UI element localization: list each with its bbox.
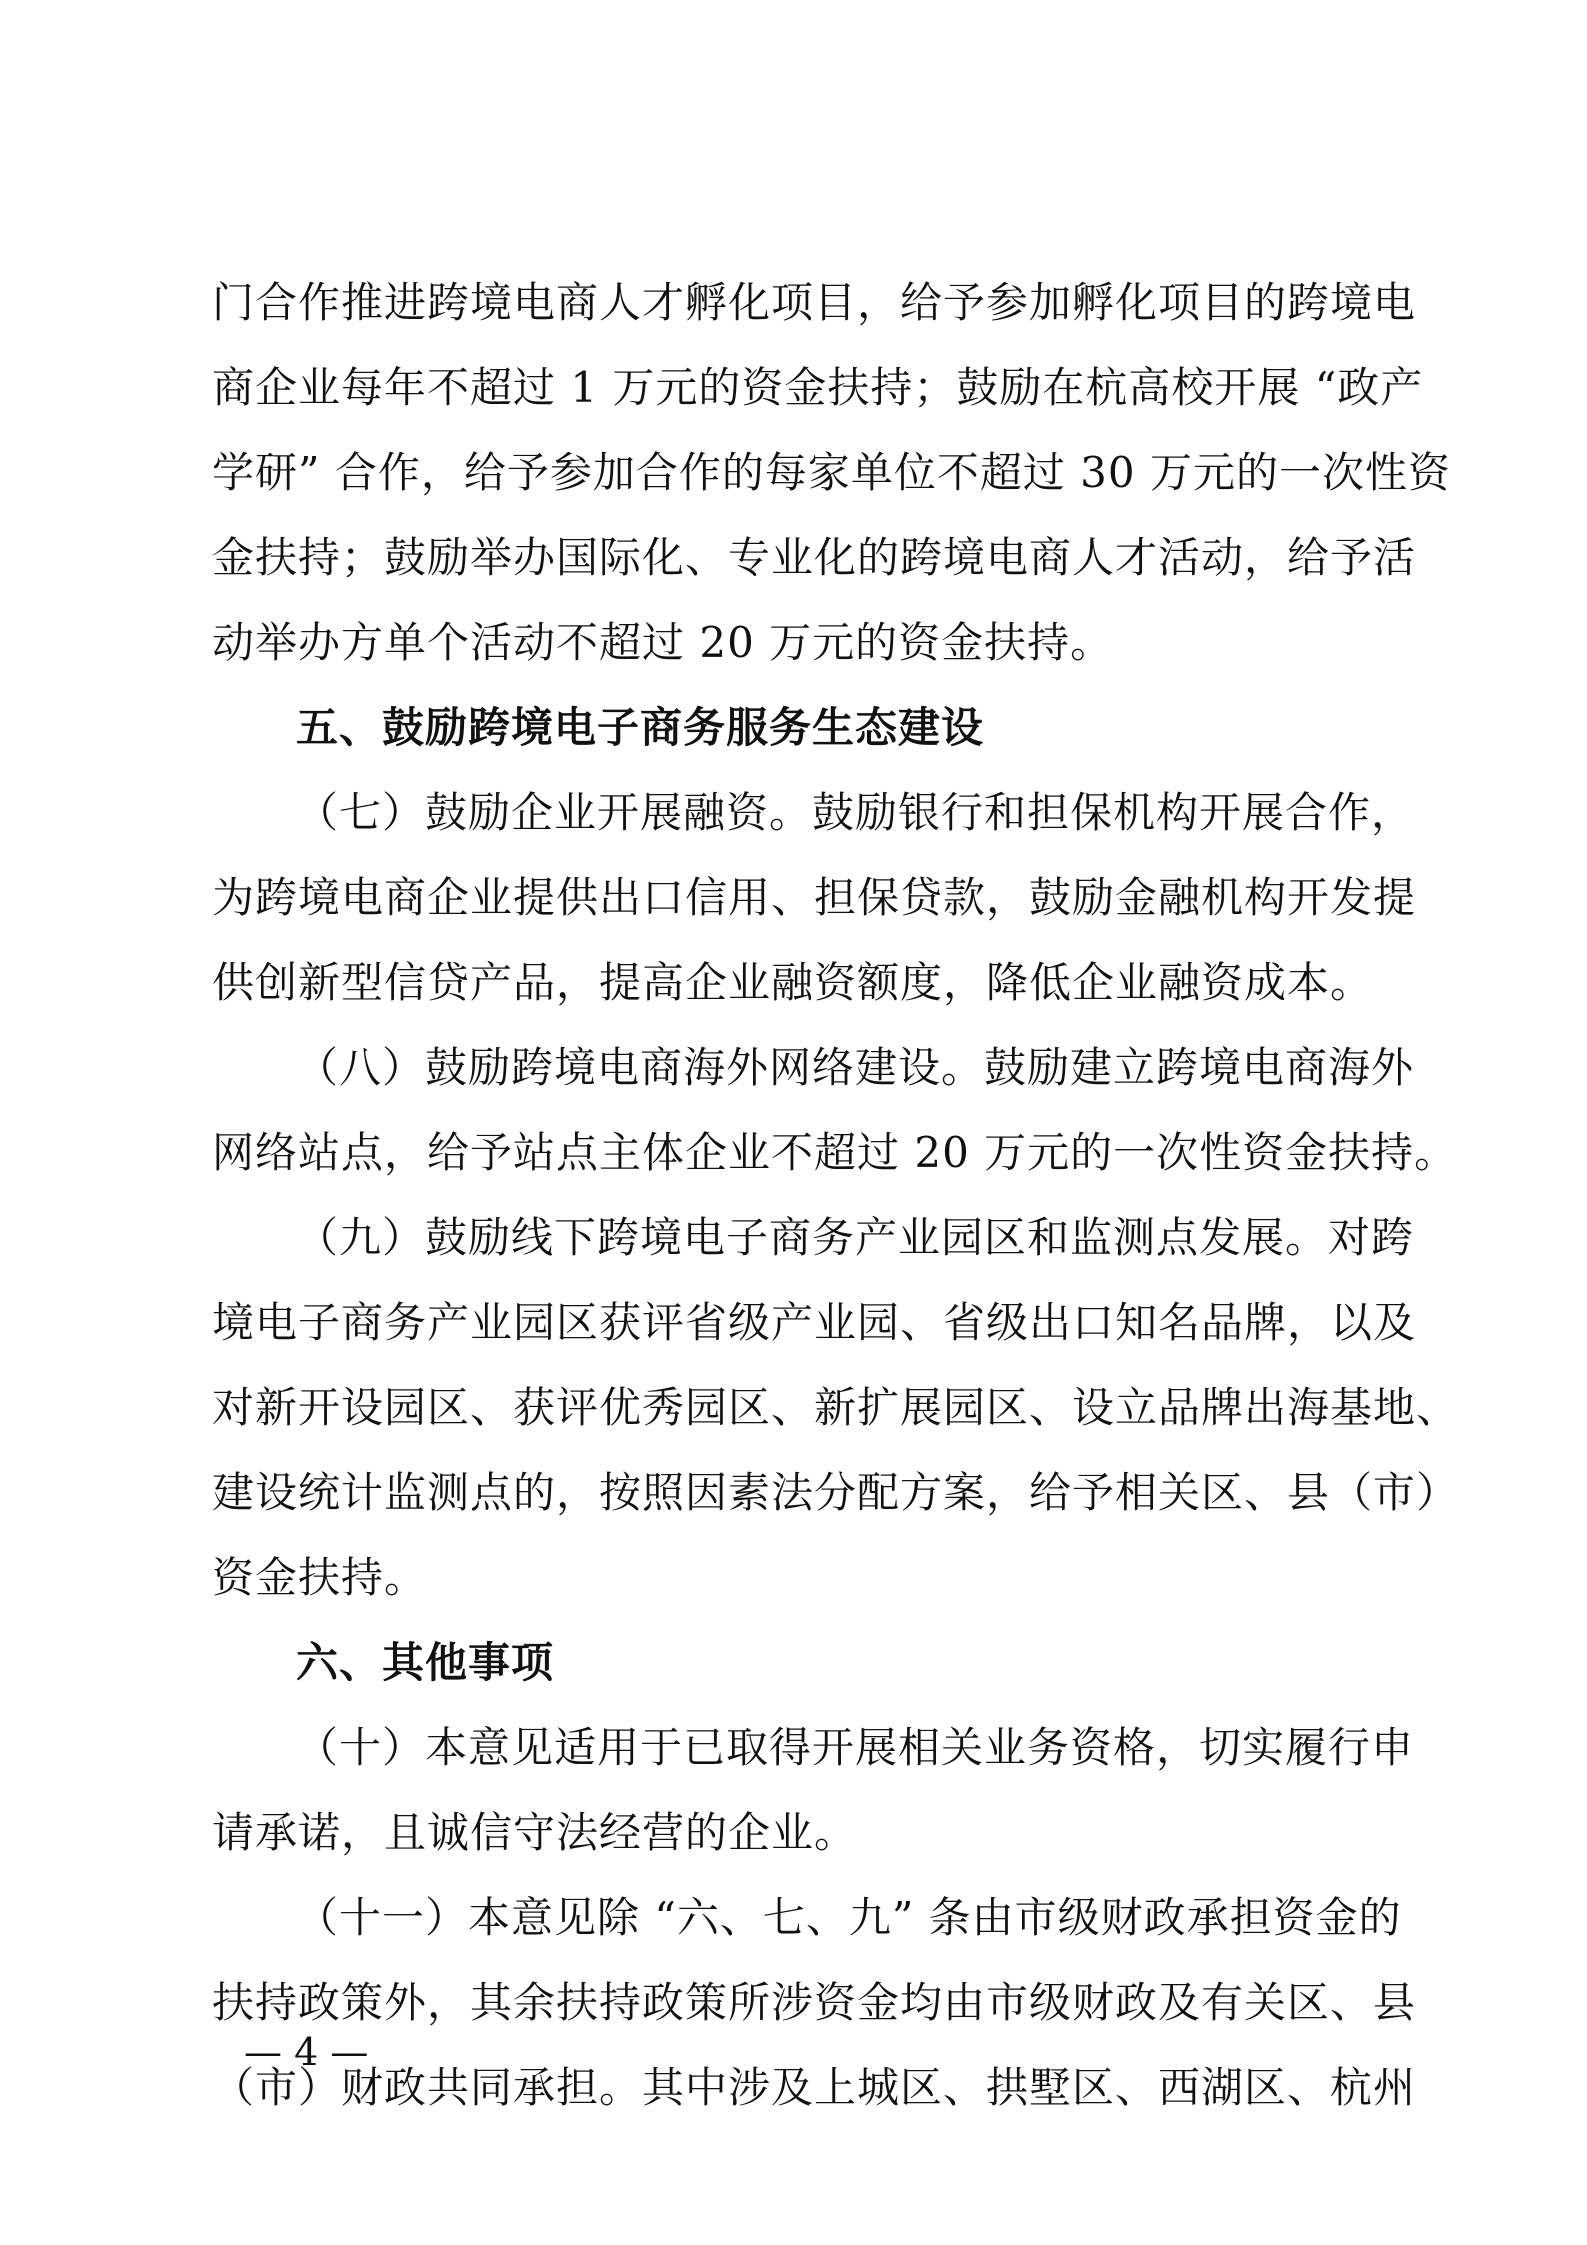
paragraph-start-eight: （八）鼓励跨境电商海外网络建设。鼓励建立跨境电商海外: [296, 1043, 1415, 1092]
body-text-line: 金扶持；鼓励举办国际化、专业化的跨境电商人才活动，给予活: [212, 533, 1417, 582]
body-text-line: 对新开设园区、获评优秀园区、新扩展园区、设立品牌出海基地、: [212, 1383, 1460, 1432]
body-text-line: 门合作推进跨境电商人才孵化项目，给予参加孵化项目的跨境电: [212, 278, 1417, 327]
body-text-line: （市）财政共同承担。其中涉及上城区、拱墅区、西湖区、杭州: [212, 2063, 1417, 2112]
section-heading-five: 五、鼓励跨境电子商务服务生态建设: [296, 703, 985, 752]
paragraph-start-seven: （七）鼓励企业开展融资。鼓励银行和担保机构开展合作，: [296, 788, 1415, 837]
body-text-line: 网络站点，给予站点主体企业不超过 20 万元的一次性资金扶持。: [212, 1128, 1458, 1177]
section-heading-six: 六、其他事项: [296, 1638, 555, 1687]
body-text-line: 商企业每年不超过 1 万元的资金扶持；鼓励在杭高校开展 “政产: [212, 363, 1424, 412]
body-text-line: 动举办方单个活动不超过 20 万元的资金扶持。: [212, 618, 1114, 667]
body-text-line: 资金扶持。: [212, 1553, 428, 1602]
body-text-line: 供创新型信贷产品，提高企业融资额度，降低企业融资成本。: [212, 958, 1374, 1007]
body-text-line: 请承诺，且诚信守法经营的企业。: [212, 1808, 858, 1857]
body-text-line: 境电子商务产业园区获评省级产业园、省级出口知名品牌，以及: [212, 1298, 1417, 1347]
body-text-line: 建设统计监测点的，按照因素法分配方案，给予相关区、县（市）: [212, 1468, 1460, 1517]
paragraph-start-nine: （九）鼓励线下跨境电子商务产业园区和监测点发展。对跨: [296, 1213, 1415, 1262]
body-text-line: 为跨境电商企业提供出口信用、担保贷款，鼓励金融机构开发提: [212, 873, 1417, 922]
page-number: — 4 —: [244, 2030, 369, 2074]
paragraph-start-eleven: （十一）本意见除 “六、七、九” 条由市级财政承担资金的: [296, 1893, 1402, 1942]
body-text-line: 扶持政策外，其余扶持政策所涉资金均由市级财政及有关区、县: [212, 1978, 1417, 2027]
paragraph-start-ten: （十）本意见适用于已取得开展相关业务资格，切实履行申: [296, 1723, 1415, 1772]
body-text-line: 学研” 合作，给予参加合作的每家单位不超过 30 万元的一次性资: [212, 448, 1451, 497]
